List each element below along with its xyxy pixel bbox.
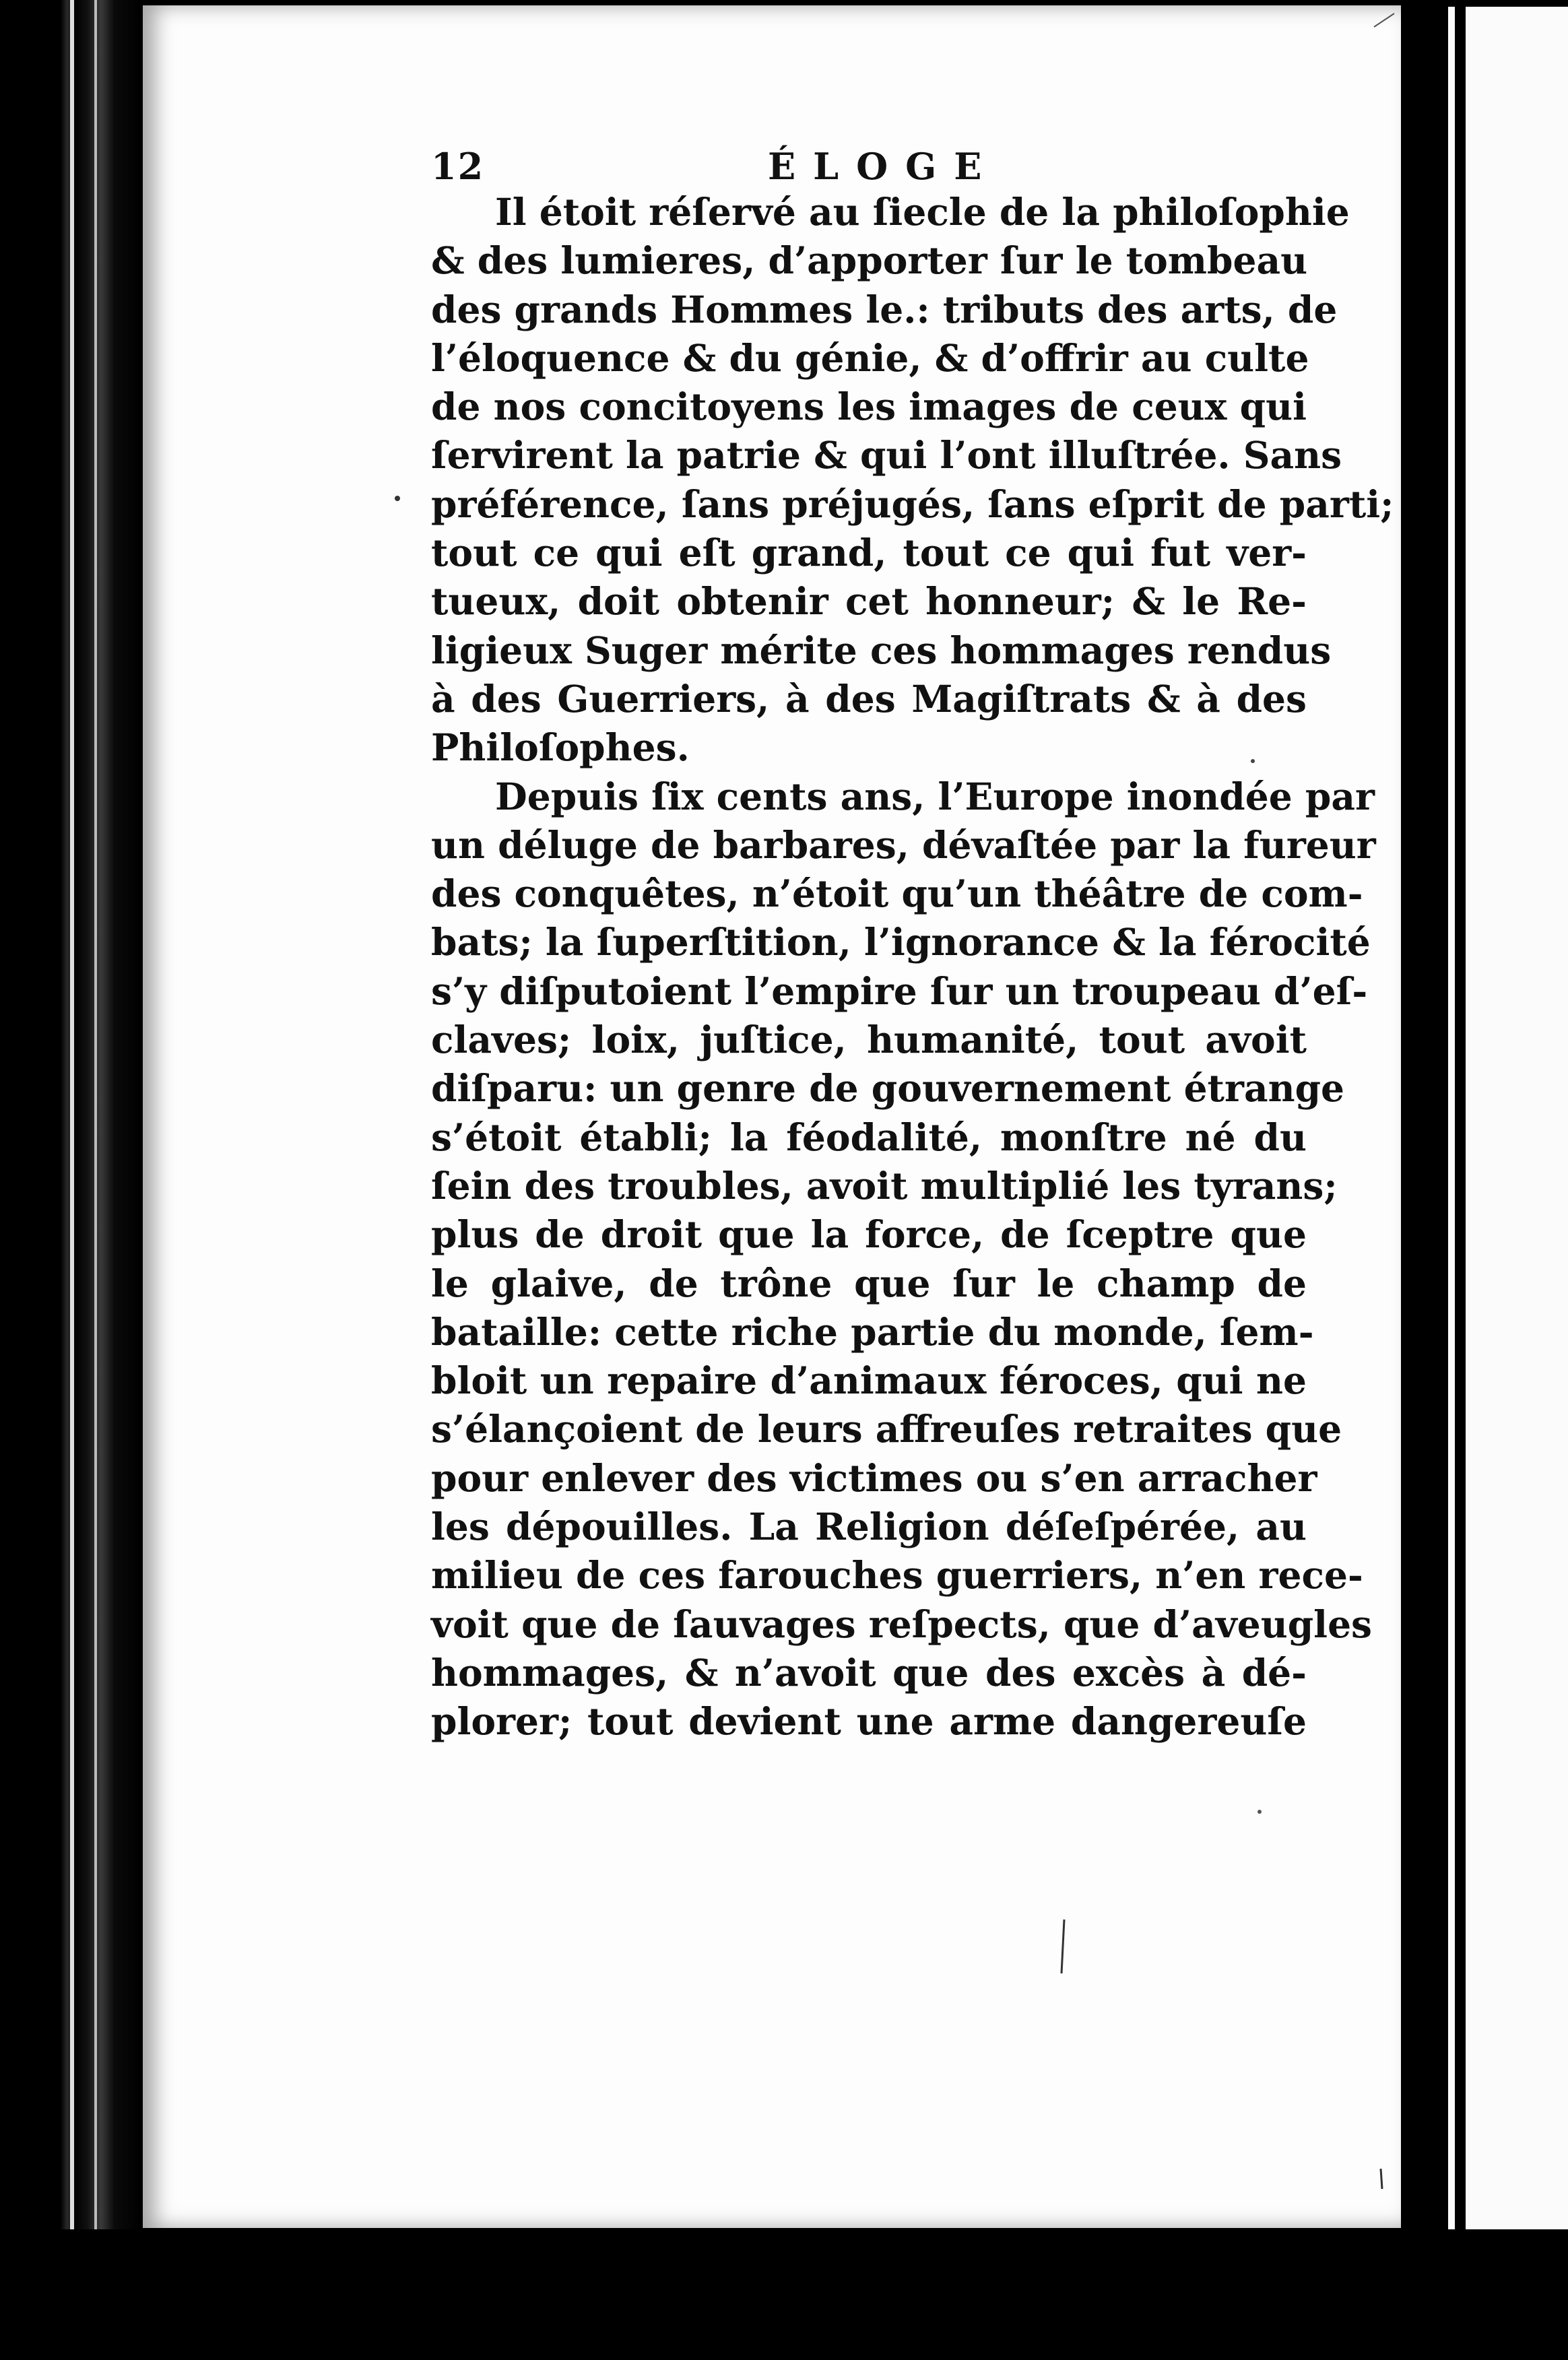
paragraph-1	[431, 188, 1394, 773]
text-line: l’éloquence & du génie, & d’offrir au culte	[431, 335, 1309, 380]
text-line: tout ce qui eſt grand, tout ce qui fut ver-	[431, 531, 1307, 575]
page-text-block	[431, 145, 1394, 1746]
text-line: & des lumieres, d’apporter ſur le tombeau	[431, 238, 1308, 283]
text-line: à des Guerriers, à des Magiſtrats & à des	[431, 676, 1307, 721]
text-line: s’y diſputoient l’empire ſur un troupeau d’eſ-	[431, 969, 1368, 1013]
text-line: hommages, & n’avoit que des excès à dé-	[431, 1650, 1307, 1695]
text-line: Depuis ſix cents ans, l’Europe inondée par	[495, 774, 1375, 818]
text-line: de nos concitoyens les images de ceux qui	[431, 385, 1307, 429]
text-line: pour enlever des victimes ou s’en arracher	[431, 1455, 1317, 1500]
gutter-edge-line	[70, 0, 74, 2236]
spine-gap	[1401, 0, 1448, 2360]
binding-gutter	[0, 0, 141, 2360]
text-line: ſein des troubles, avoit multiplié les tyrans;	[431, 1163, 1338, 1208]
text-line: diſparu: un genre de gouvernement étrange	[431, 1066, 1345, 1111]
text-line: bataille: cette riche partie du monde, ſem-	[431, 1309, 1314, 1354]
text-line: Philoſophes.	[431, 725, 690, 770]
scan-bottom-margin	[0, 2229, 1568, 2360]
facing-page-shadow	[1455, 7, 1466, 2229]
text-line: ligieux Suger mérite ces hommages rendus	[431, 628, 1332, 672]
text-line: milieu de ces farouches guerriers, n’en rece-	[431, 1553, 1363, 1598]
paragraph-2	[431, 773, 1376, 1746]
text-line: un déluge de barbares, dévaſtée par la fureur	[431, 822, 1376, 867]
text-line: bloit un repaire d’animaux féroces, qui ne	[431, 1358, 1307, 1403]
text-line: Il étoit réſervé au ſiecle de la philoſophie	[495, 190, 1350, 234]
text-line: ſervirent la patrie & qui l’ont illuſtrée. Sans	[431, 433, 1342, 478]
facing-page-edge	[1448, 7, 1568, 2229]
gutter-edge-line	[94, 0, 97, 2236]
text-line: s’élançoient de leurs affreuſes retraites que	[431, 1407, 1342, 1451]
text-line: plus de droit que la force, de ſceptre que	[431, 1212, 1307, 1257]
text-line: s’étoit établi; la féodalité, monſtre né du	[431, 1115, 1307, 1159]
text-line: le glaive, de trône que ſur le champ de	[431, 1261, 1307, 1305]
text-line: des conquêtes, n’étoit qu’un théâtre de com-	[431, 872, 1363, 916]
text-line: voit que de ſauvages reſpects, que d’aveugles	[431, 1602, 1373, 1646]
text-line: bats; la ſuperſtition, l’ignorance & la férocité	[431, 920, 1371, 964]
text-line: des grands Hommes le.: tributs des arts, de	[431, 287, 1338, 331]
text-line: préférence, ſans préjugés, ſans eſprit de parti;	[431, 482, 1394, 526]
text-line: claves; loix, juſtice, humanité, tout avoit	[431, 1018, 1307, 1062]
text-line: tueux, doit obtenir cet honneur; & le Re-	[431, 579, 1307, 624]
running-title: ÉLOGE	[768, 145, 1000, 188]
page-number: 12	[431, 145, 485, 188]
text-line: plorer; tout devient une arme dangereuſe	[431, 1699, 1307, 1744]
text-line: les dépouilles. La Religion déſeſpérée, au	[431, 1505, 1307, 1549]
page-header	[431, 145, 1307, 188]
